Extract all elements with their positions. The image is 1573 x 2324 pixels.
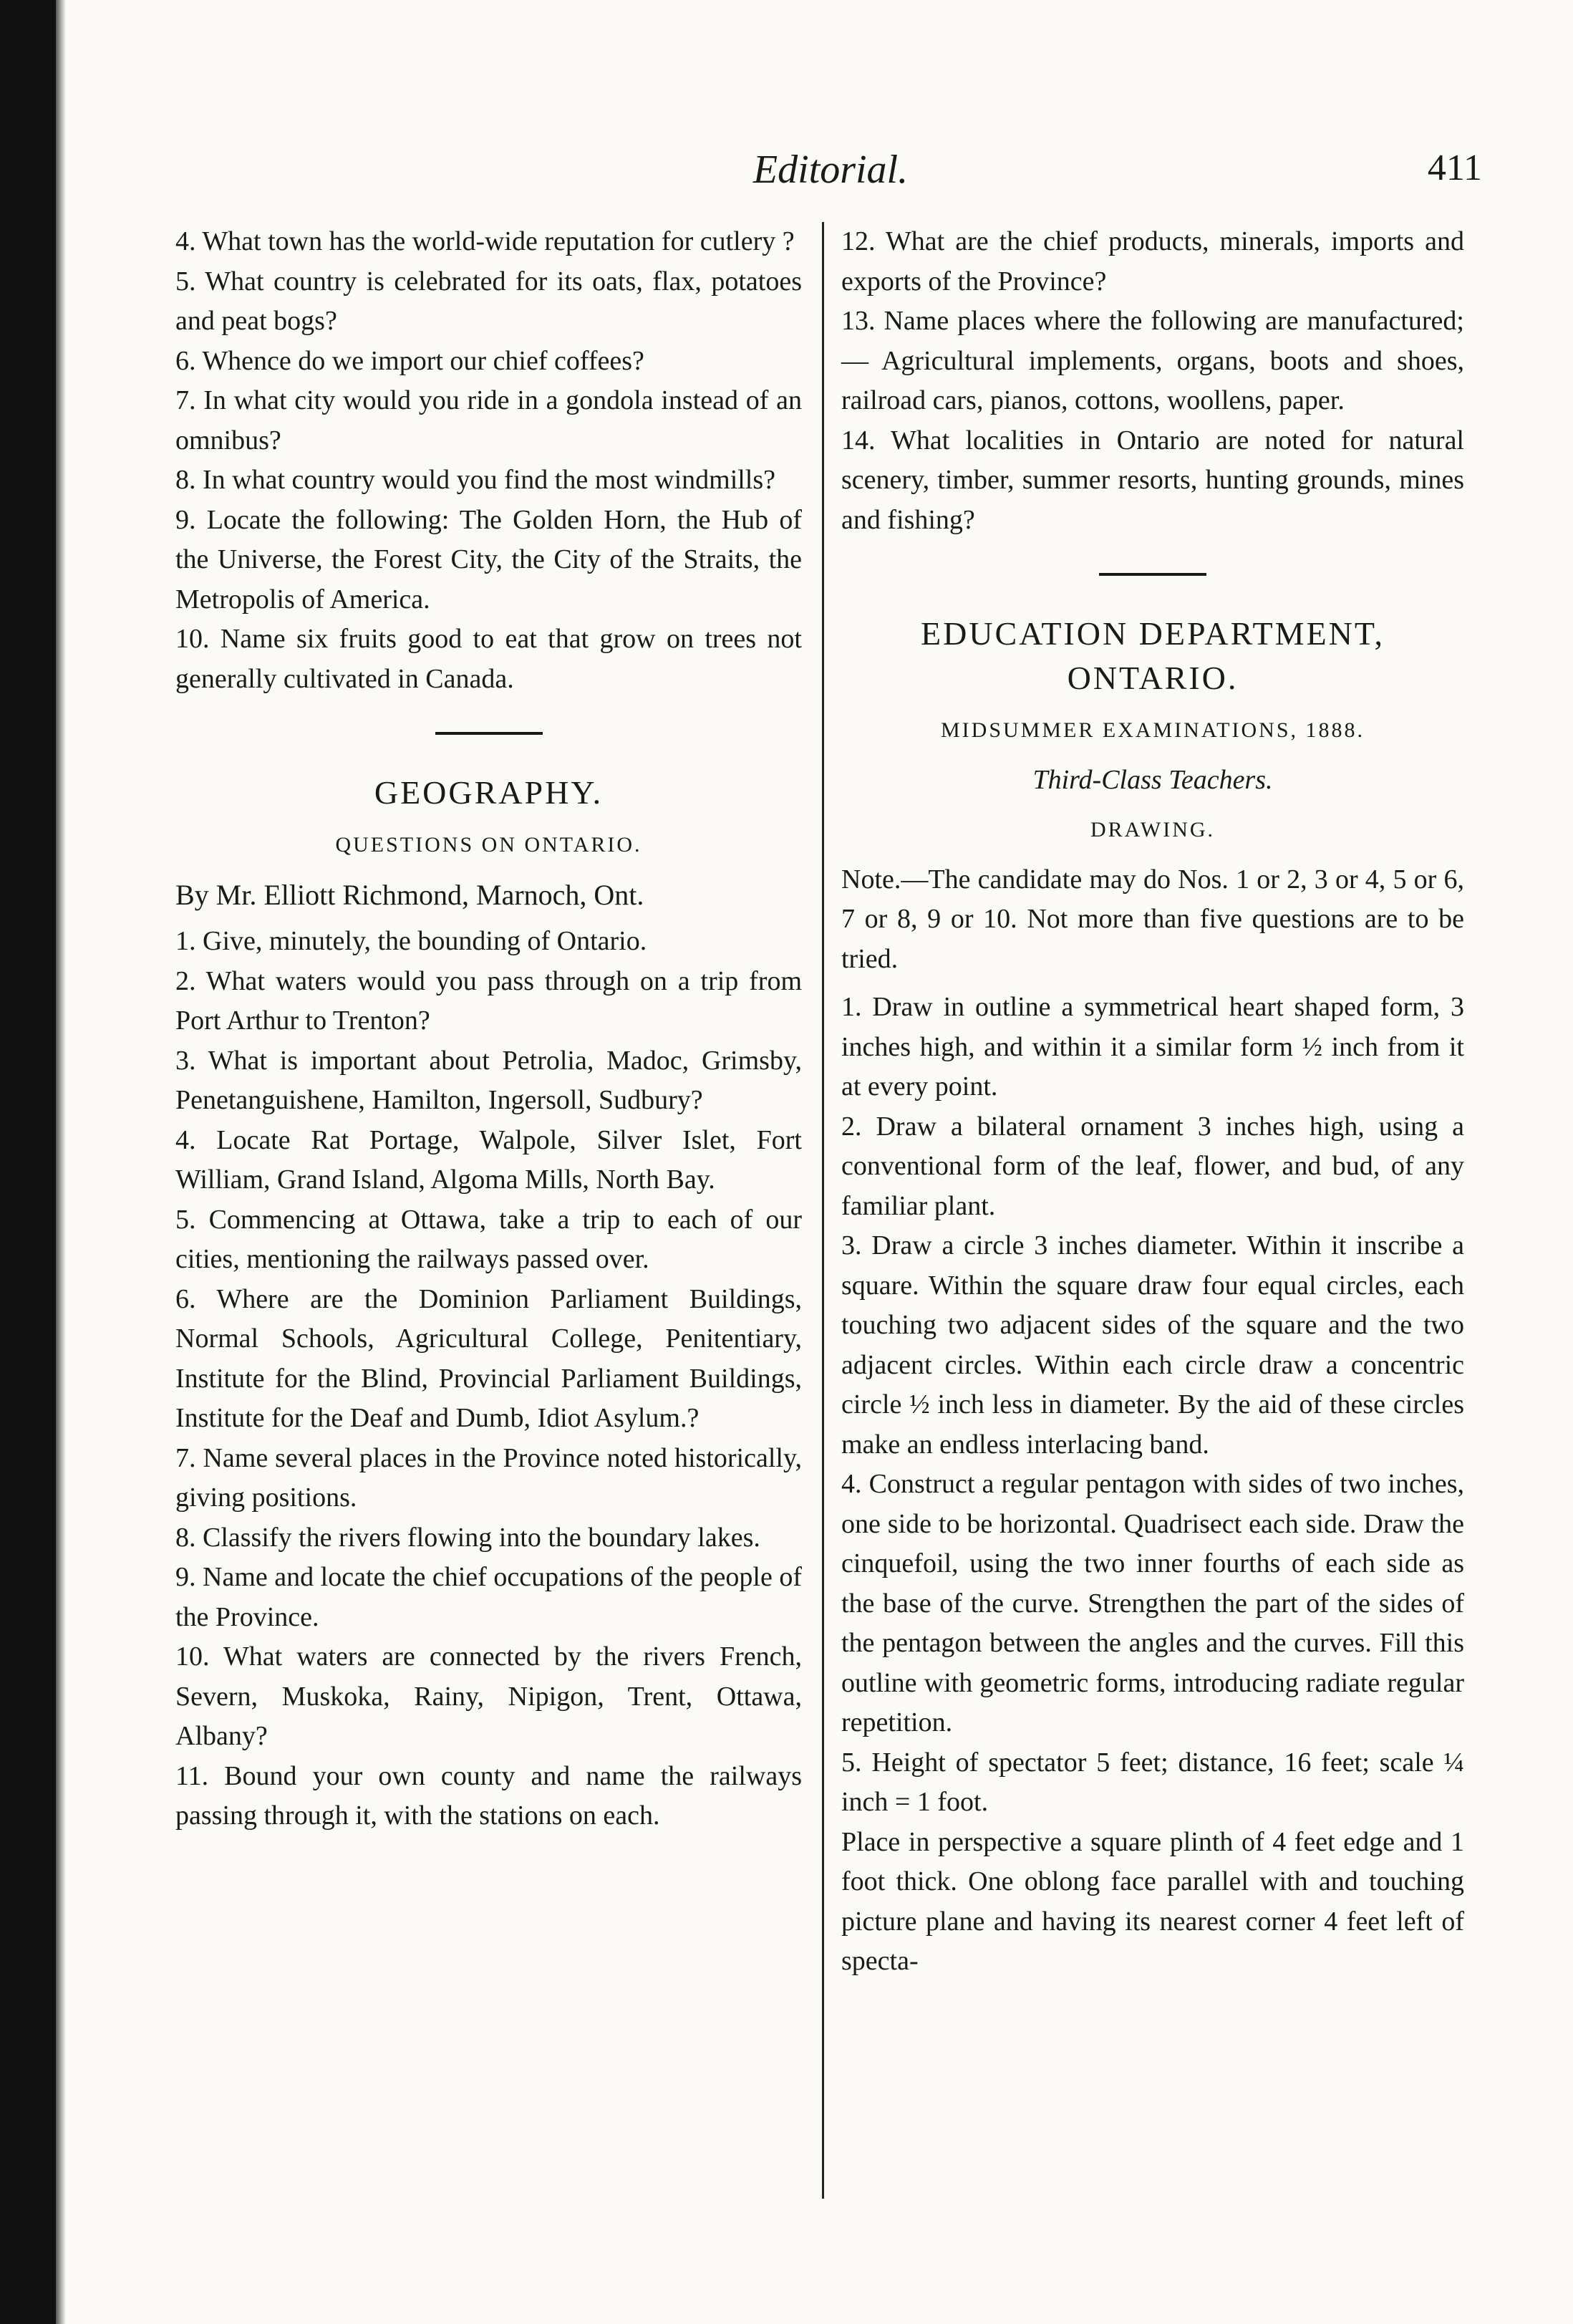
column-divider [822, 222, 824, 2199]
question-item: 5. What country is celebrated for its oats, flax, potatoes and peat bogs? [175, 266, 802, 336]
question-item: 10. Name six fruits good to eat that grow on trees not generally cultivated in Canada. [175, 624, 802, 694]
class-label: Third-Class Teachers. [1032, 764, 1273, 795]
section-rule [1099, 573, 1206, 576]
question-item: 7. Name several places in the Province noted historically, giving positions. [175, 1442, 802, 1513]
section-subheading: QUESTIONS ON ONTARIO. [335, 833, 642, 857]
subject-label: DRAWING. [1090, 818, 1216, 842]
question-item: 8. Classify the rivers flowing into the boundary lakes. [175, 1522, 760, 1553]
book-spine-shadow [0, 0, 56, 2324]
section-heading: GEOGRAPHY. [374, 774, 604, 811]
right-column [841, 222, 1464, 1982]
question-item: 7. In what city would you ride in a gondola instead of an omnibus? [175, 385, 802, 455]
question-item: 1. Give, minutely, the bounding of Ontario. [175, 926, 647, 956]
question-item: 5. Commencing at Ottawa, take a trip to each of our cities, mentioning the railways passed over. [175, 1204, 802, 1274]
question-item: 9. Name and locate the chief occupations of the people of the Province. [175, 1562, 802, 1632]
question-item: Place in perspective a square plinth of 4 feet edge and 1 foot thick. One oblong face parallel with and touching picture plane and having its nearest corner 4 feet left of specta- [841, 1826, 1464, 1976]
question-item: 13. Name places where the following are manufactured;— Agricultural implements, organs, boots and shoes, railroad cars, pianos, cottons, woollens, paper. [841, 306, 1464, 415]
question-item: 8. In what country would you find the most windmills? [175, 465, 776, 495]
question-item: 5. Height of spectator 5 feet; distance, 16 feet; scale ¼ inch = 1 foot. [841, 1747, 1464, 1817]
question-item: 4. Locate Rat Portage, Walpole, Silver Islet, Fort William, Grand Island, Algoma Mills, North Bay. [175, 1124, 802, 1195]
question-item: 1. Draw in outline a symmetrical heart shaped form, 3 inches high, and within it a similar form ½ inch from it at every point. [841, 992, 1464, 1101]
question-item: 11. Bound your own county and name the railways passing through it, with the stations on each. [175, 1760, 802, 1831]
section-heading: EDUCATION DEPARTMENT, [920, 615, 1385, 652]
exam-note: Note.—The candidate may do Nos. 1 or 2, 3 or 4, 5 or 6, 7 or 8, 9 or 10. Not more than five questions are to be tried. [841, 864, 1464, 974]
running-title: Editorial. [752, 148, 909, 192]
page-header [179, 147, 1482, 211]
section-rule [435, 732, 543, 735]
byline: By Mr. Elliott Richmond, Marnoch, Ont. [175, 878, 644, 911]
question-item: 10. What waters are connected by the rivers French, Severn, Muskoka, Rainy, Nipigon, Trent, Ottawa, Albany? [175, 1641, 802, 1751]
question-item: 4. What town has the world-wide reputation for cutlery ? [175, 226, 795, 256]
question-item: 14. What localities in Ontario are noted for natural scenery, timber, summer resorts, hunting grounds, mines and fishing? [841, 425, 1464, 535]
question-item: 6. Whence do we import our chief coffees? [175, 345, 644, 376]
page-number: 411 [1427, 148, 1482, 188]
question-item: 2. Draw a bilateral ornament 3 inches high, using a conventional form of the leaf, flower, and bud, of any familiar plant. [841, 1111, 1464, 1221]
question-item: 6. Where are the Dominion Parliament Buildings, Normal Schools, Agricultural College, Penitentiary, Institute for the Blind, Provincial Parliament Buildings, Institute for the Deaf and Dumb, Idiot Asylum.? [175, 1283, 802, 1433]
section-heading-line2: ONTARIO. [1067, 660, 1239, 696]
question-item: 3. What is important about Petrolia, Madoc, Grimsby, Penetanguishene, Hamilton, Ingersoll, Sudbury? [175, 1045, 802, 1115]
spine-gradient [56, 0, 66, 2324]
question-item: 9. Locate the following: The Golden Horn, the Hub of the Universe, the Forest City, the City of the Straits, the Metropolis of America. [175, 504, 802, 614]
question-item: 3. Draw a circle 3 inches diameter. Within it inscribe a square. Within the square draw four equal circles, each touching two adjacent sides of the square and the two adjacent circles. Within each circle draw a concentric circle ½ inch less in diameter. By the aid of these circles make an endless interlacing band. [841, 1230, 1464, 1460]
question-item: 12. What are the chief products, minerals, imports and exports of the Province? [841, 226, 1464, 296]
question-item: 2. What waters would you pass through on a trip from Port Arthur to Trenton? [175, 965, 802, 1036]
section-subheading: MIDSUMMER EXAMINATIONS, 1888. [940, 718, 1365, 742]
question-item: 4. Construct a regular pentagon with sides of two inches, one side to be horizontal. Quadrisect each side. Draw the cinquefoil, using the two inner fourths of each side as the base of the curve. Strengthen the part of the sides of the pentagon between the angles and the curves. Fill this outline with geometric forms, introducing radiate regular repetition. [841, 1469, 1464, 1737]
left-column [175, 222, 802, 1836]
